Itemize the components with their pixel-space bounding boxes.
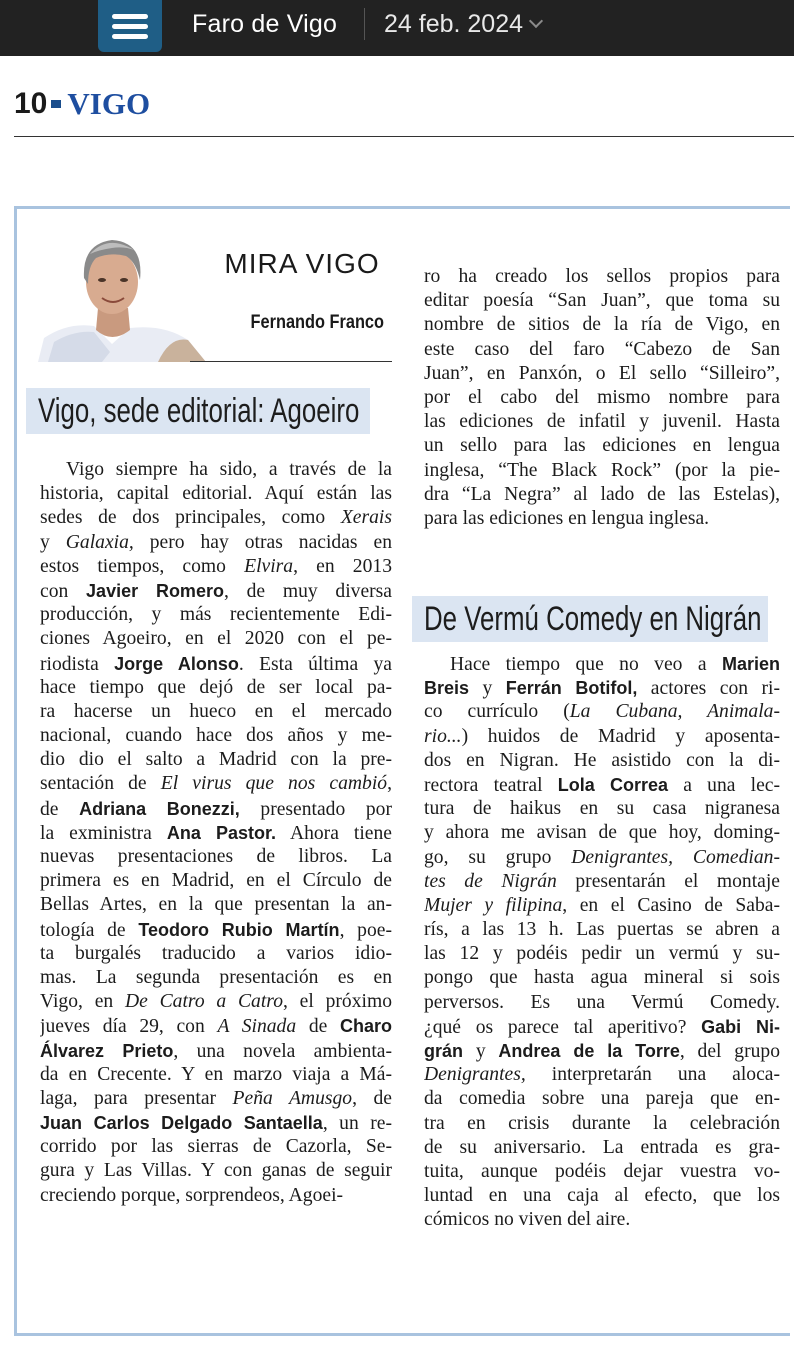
name-highlight: grán — [424, 1041, 464, 1061]
text-run: con — [40, 580, 87, 602]
text-line — [40, 942, 392, 966]
article-headline — [412, 596, 768, 642]
text-run: un sello para las ediciones en lengua — [424, 435, 780, 457]
text-run: ra hacerse un hueco en el mercado — [40, 700, 392, 722]
name-highlight: Ferrán Botifol, — [505, 678, 638, 699]
text-run: ro ha creado los sellos propios para — [424, 266, 780, 287]
text-run: dra “La Negra” al lado de las Estelas), — [424, 483, 780, 505]
text-run: a una lec- — [668, 774, 780, 796]
text-run: nacional, cuando hace dos años y me- — [40, 725, 392, 747]
text-line — [424, 725, 780, 749]
section-name: VIGO — [67, 86, 151, 121]
text-run: , de — [352, 1087, 392, 1109]
text-line — [424, 338, 780, 362]
title-italic: Denigrantes, — [424, 1064, 526, 1086]
section-separator — [51, 100, 61, 108]
text-run: pero hay otras nacidas en — [133, 531, 392, 553]
name-highlight: Jorge Alonso — [114, 653, 239, 674]
text-line — [424, 483, 780, 507]
text-line — [424, 1208, 780, 1232]
text-line — [424, 1015, 780, 1039]
text-line — [424, 676, 780, 700]
text-line — [424, 700, 780, 724]
name-highlight: Teodoro Rubio Martín — [138, 919, 340, 940]
text-line — [424, 1112, 780, 1136]
text-run: tra en crisis durante la celebración — [424, 1112, 780, 1134]
text-line — [40, 1159, 392, 1183]
title-italic: La Cubana, Animala- — [569, 701, 780, 723]
title-italic: Denigrantes, Comedian- — [571, 846, 780, 868]
header-rule — [14, 136, 794, 137]
text-line — [424, 942, 780, 966]
text-run: , en el Casino de Saba- — [562, 894, 780, 916]
title-italic: tes de Nigrán — [424, 870, 557, 892]
chevron-down-icon — [529, 14, 543, 28]
text-line — [424, 1087, 780, 1111]
text-run: jueves día 29, con — [40, 1016, 218, 1038]
column-title: MIRA VIGO — [224, 248, 380, 279]
menu-button[interactable] — [98, 0, 162, 52]
text-run: rectora teatral — [424, 774, 558, 796]
text-run: y — [463, 1041, 499, 1062]
text-line — [40, 1039, 392, 1063]
text-run: las 12 y podéis pedir un vermú y su- — [424, 943, 780, 965]
text-line — [424, 821, 780, 845]
text-run: rís, a las 13 h. Las puertas se abren a — [424, 919, 780, 941]
text-run: historia, capital editorial. Aquí están las — [40, 483, 392, 505]
text-run: da comedia sobre una pareja que en- — [424, 1088, 780, 1110]
text-line — [424, 894, 780, 918]
name-highlight: Ana Pastor. — [166, 822, 277, 843]
text-run: producción, y más recientemente Edi- — [40, 604, 392, 626]
text-run: la exministra — [40, 822, 167, 844]
text-line — [424, 410, 780, 434]
text-line — [40, 772, 392, 796]
text-run: primera es en Madrid, en el Círculo de — [40, 870, 392, 892]
text-line — [424, 1160, 780, 1184]
publication-title[interactable]: Faro de Vigo — [192, 10, 338, 38]
text-run: mas. La segunda presentación es en — [40, 966, 392, 988]
text-run: da en Crecente. Y en marzo viaja a Má- — [40, 1063, 392, 1085]
text-run: , — [387, 773, 392, 795]
text-run: tuita, aunque podéis dejar vuestra vo- — [424, 1160, 780, 1182]
text-run: luntad en una caja al efecto, que los — [424, 1185, 780, 1207]
text-run: y — [40, 531, 66, 553]
text-line — [40, 1111, 392, 1135]
text-line — [424, 313, 780, 337]
title-italic: Galaxia, — [65, 531, 134, 553]
text-line — [40, 482, 392, 506]
name-highlight: Javier Romero — [86, 580, 224, 601]
text-line — [40, 724, 392, 748]
text-run: nuevas presentaciones de libros. La — [40, 846, 392, 867]
title-italic: El virus que nos cambió — [160, 773, 388, 795]
text-line — [40, 1087, 392, 1111]
text-run: sentación de — [40, 773, 161, 795]
text-run: para las ediciones en lengua inglesa. — [424, 507, 710, 529]
text-run: presentarán el montaje — [556, 870, 780, 892]
text-line — [40, 1135, 392, 1159]
text-run: , un re- — [322, 1113, 392, 1135]
text-line — [424, 1136, 780, 1160]
text-run: ciones Agoeiro, en el 2020 con el pe- — [40, 628, 392, 650]
text-line — [424, 652, 780, 676]
hamburger-icon — [112, 34, 148, 39]
text-line — [40, 555, 392, 579]
text-run: sedes de dos principales, como — [40, 507, 341, 529]
header-divider — [364, 8, 365, 40]
text-run: interpretarán una aloca- — [525, 1064, 780, 1086]
text-run: go, su grupo — [424, 846, 572, 868]
text-run: este caso del faro “Cabezo de San — [424, 338, 780, 360]
title-italic: Xerais — [340, 507, 392, 529]
text-run: estos tiempos, como — [40, 555, 245, 577]
name-highlight: Lola Correa — [557, 774, 669, 795]
name-highlight: Andrea de la Torre — [498, 1041, 680, 1061]
text-run: creciendo porque, sorprendeos, Agoei- — [40, 1184, 344, 1206]
text-line — [40, 627, 392, 651]
headline-text: De Vermú Comedy en Nigrán — [424, 600, 762, 638]
text-line — [424, 846, 780, 870]
text-line — [40, 579, 392, 603]
text-line — [424, 870, 780, 894]
text-line — [40, 676, 392, 700]
text-run: Vigo siempre ha sido, a través de la — [66, 459, 392, 480]
title-italic: Mujer y filipina — [424, 894, 563, 916]
text-run: Bellas Artes, en la que presentan la an- — [40, 894, 392, 916]
text-run: perversos. Es una Vermú Comedy. — [424, 991, 780, 1013]
text-line — [40, 869, 392, 893]
headline-text: Vigo, sede editorial: Agoeiro — [38, 392, 360, 430]
text-line — [40, 652, 392, 676]
text-line — [424, 1184, 780, 1208]
text-line — [40, 990, 392, 1014]
title-italic: Elvira — [244, 555, 294, 577]
text-line — [424, 1063, 780, 1087]
text-line — [424, 289, 780, 313]
text-run: Ahora tiene — [276, 822, 392, 844]
text-run: Juan”, en Panxón, o El sello “Silleiro”, — [424, 362, 780, 384]
text-run: de — [296, 1016, 340, 1038]
article-continuation-column — [424, 265, 780, 531]
text-line — [424, 265, 780, 289]
text-run: editar poesía “San Juan”, que toma su — [424, 290, 780, 312]
text-run: , en 2013 — [293, 555, 392, 577]
text-run: por el cabo del mismo nombre para — [424, 386, 780, 408]
article-body-column — [424, 652, 780, 1233]
text-run: ta burgalés traducido a varios idio- — [40, 942, 392, 964]
name-highlight: Charo — [339, 1016, 392, 1037]
text-line — [40, 1014, 392, 1038]
text-run: inglesa, “The Black Rock” (por la pie- — [424, 459, 780, 481]
name-highlight: Adriana Bonezzi, — [79, 798, 240, 819]
text-run: Hace tiempo que no veo a — [450, 654, 722, 675]
text-run: , una novela ambienta- — [173, 1040, 392, 1062]
text-line — [40, 603, 392, 627]
page-number: 10 — [14, 87, 48, 120]
text-run: dio dio el salto a Madrid con la pre- — [40, 749, 392, 771]
text-run: las ediciones de infatil y juvenil. Hasta — [424, 411, 780, 433]
text-line — [40, 506, 392, 530]
text-line — [40, 845, 392, 869]
text-line — [424, 386, 780, 410]
hamburger-icon — [112, 24, 148, 29]
title-italic: rio... — [424, 725, 462, 747]
text-line — [424, 991, 780, 1015]
text-line — [40, 966, 392, 990]
text-run: , poe- — [339, 919, 392, 941]
text-run: actores con ri- — [637, 678, 780, 700]
text-line — [424, 773, 780, 797]
text-run: pongo que hasta agua mineral si sois — [424, 967, 780, 989]
text-line — [424, 797, 780, 821]
text-line — [424, 459, 780, 483]
text-line — [40, 531, 392, 555]
text-run: co currículo ( — [424, 701, 570, 723]
text-line — [40, 1184, 392, 1208]
name-highlight: Gabi Ni- — [701, 1016, 780, 1037]
text-run: nombre de sitios de la ría de Vigo, en — [424, 314, 780, 336]
author-rule — [190, 361, 392, 362]
name-highlight: Breis — [424, 678, 470, 699]
text-line — [40, 893, 392, 917]
text-run: de — [40, 798, 80, 820]
text-line — [40, 797, 392, 821]
title-italic: Peña Amusgo — [232, 1087, 353, 1109]
author-portrait — [38, 226, 206, 362]
issue-date: 24 feb. 2024 — [384, 10, 524, 38]
text-run: riodista — [40, 653, 115, 675]
name-highlight: Álvarez Prieto — [40, 1040, 174, 1061]
text-run: de su aniversario. La entrada es gra- — [424, 1136, 780, 1158]
text-line — [424, 749, 780, 773]
text-line — [424, 507, 780, 531]
text-line — [424, 434, 780, 458]
text-run: laga, para presentar — [40, 1087, 233, 1109]
text-run: gura y Las Villas. Y con ganas de seguir — [40, 1160, 392, 1182]
text-line — [40, 458, 392, 482]
text-run: ¿qué os parece tal aperitivo? — [424, 1016, 702, 1038]
text-run: tología de — [40, 919, 139, 941]
text-run: corrido por las sierras de Cazorla, Se- — [40, 1136, 392, 1158]
name-highlight: Juan Carlos Delgado Santaella — [40, 1113, 323, 1134]
article-body-column — [40, 458, 392, 1208]
text-run: , el próximo — [283, 991, 392, 1013]
text-line — [424, 1039, 780, 1063]
author-name: Fernando Franco — [250, 312, 384, 333]
text-run: y — [469, 678, 506, 700]
text-line — [424, 918, 780, 942]
text-run: cómicos no viven del aire. — [424, 1209, 631, 1231]
text-line — [40, 700, 392, 724]
text-run: y ahora me avisan de que hoy, doming- — [424, 822, 780, 844]
hamburger-icon — [112, 14, 148, 19]
text-run: ) huidos de Madrid y aposenta- — [461, 725, 780, 747]
text-line — [424, 362, 780, 386]
text-run: , de muy diversa — [223, 580, 392, 602]
text-line — [40, 748, 392, 772]
page-header — [14, 84, 150, 124]
name-highlight: Marien — [721, 654, 780, 674]
text-line — [40, 821, 392, 845]
text-run: , del grupo — [679, 1041, 780, 1062]
text-line — [40, 1063, 392, 1087]
article-headline — [26, 388, 370, 434]
text-run: hace tiempo que dejó de ser local pa- — [40, 676, 392, 698]
text-run: . Esta última ya — [238, 653, 392, 675]
title-italic: A Sinada — [217, 1016, 297, 1038]
text-run: tura de haikus en su casa nigranesa — [424, 798, 780, 820]
text-run: dos en Nigran. He asistido con la di- — [424, 749, 780, 771]
issue-date-selector[interactable] — [384, 10, 541, 39]
title-italic: De Catro a Catro — [124, 991, 283, 1013]
text-line — [40, 918, 392, 942]
text-run: Vigo, en — [40, 991, 125, 1013]
text-run: presentado por — [239, 798, 392, 820]
text-line — [424, 966, 780, 990]
app-header — [0, 0, 794, 56]
